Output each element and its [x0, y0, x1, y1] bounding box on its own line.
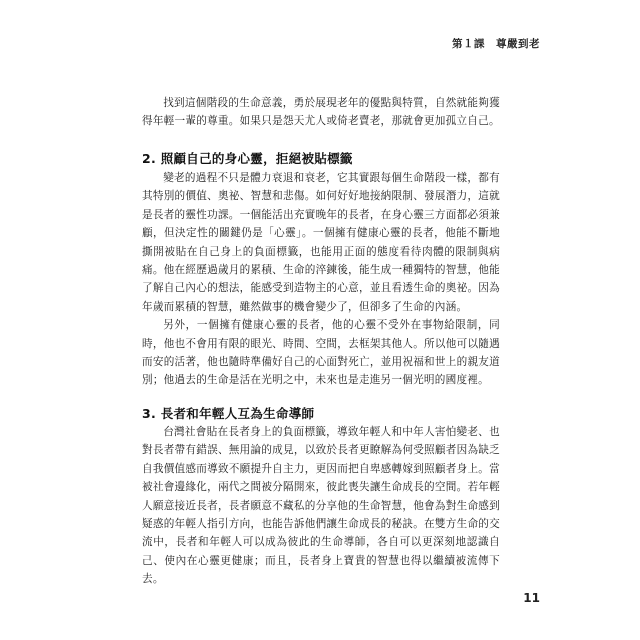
- section-2-heading: 2. 照顧自己的身心靈，拒絕被貼標籤: [142, 151, 353, 166]
- running-head: 第１課 尊嚴到老: [452, 38, 540, 50]
- intro-block: [142, 94, 500, 131]
- section-3-paragraph-1: 台灣社會貼在長者身上的負面標籤，導致年輕人和中年人害怕變老、也對長者帶有錯誤、無用論的成見，以致於長者更瞭解為何受照顧者因為缺乏自我價值感而導致不願提升自主力，更因而把自卑感轉嫁到照顧者身上。當 被社會邊緣化，兩代之間被分隔開來，彼此喪失讓生命成長的空間。若年輕人願意接近長者，長者願意不藏私的分享他的生命智慧，他會為對生命感到疑惑的年輕人指引方向，也能告訴他們讓生命成長的秘訣。在雙方生命的交流中，長者和年輕人可以成為彼此的生命導師，各自可以更深刻地認識自己、使內在心靈更健康；而且，長者身上寶貴的智慧也得以繼續被流傳下去。: [142, 426, 500, 586]
- section-2-body: [142, 169, 500, 390]
- section-3-body: [142, 423, 500, 589]
- section-2-paragraph-1: 變老的過程不只是體力衰退和衰老，它其實跟每個生命階段一樣，都有其特別的價值、奧祕、智慧和悲傷。如何好好地接納限制、發展潛力，這就是長者的靈性功課。一個能活出充實晚年的長者，在身心靈三方面都必須兼顧，但決定性的關鍵仍是「心靈」。一個擁有健康心靈的長者，他能不斷地撕開被貼在自己身上的負面標籤，也能用正面的態度看待肉體的限制與病痛。他在經歷過歲月的累積、生命的淬鍊後，能生成一種獨特的智慧，他能了解自己內心的想法，能感受到造物主的心意，並且看透生命的奧祕。因為年歲而累積的智慧，雖然做事的機會變少了，但卻多了生命的內涵。: [142, 172, 500, 313]
- intro-paragraph: 找到這個階段的生命意義，勇於展現老年的優點與特質，自然就能夠獲得年輕一輩的尊重。如果只是怨天尤人或倚老賣老，那就會更加孤立自己。: [142, 97, 500, 128]
- section-2-paragraph-2: 另外，一個擁有健康心靈的長者，他的心靈不受外在事物給限制，同時，他也不會用有限的眼光、時間、空間，去框架其他人。所以他可以隨遇而安的活著，他也隨時準備好自己的心面對死亡，並用祝福和世上的親友道別；他過去的生命是活在光明之中，未來也是走進另一個光明的國度裡。: [142, 319, 500, 387]
- section-3-heading: 3. 長者和年輕人互為生命導師: [142, 406, 315, 421]
- page-number: 11: [523, 591, 540, 605]
